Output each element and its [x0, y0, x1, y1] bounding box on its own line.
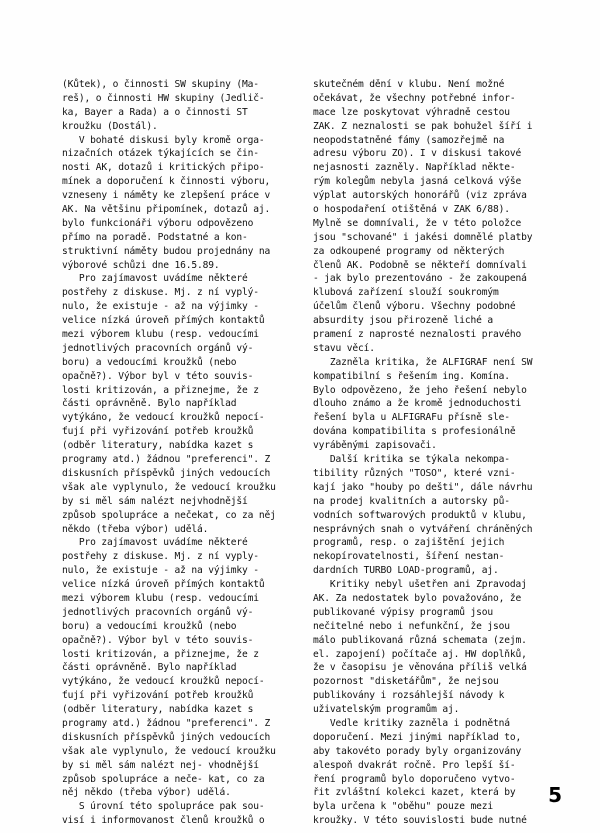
left-column-line: vzneseny i náměty ke zlepšení práce v: [62, 190, 271, 202]
left-column-line: (odběr literatury, nabídka kazet s: [62, 704, 254, 716]
left-column-line: velice nízká úroveň přímých kontaktů: [62, 315, 265, 327]
right-column-line: Mylně se domnívali, že v této položce: [313, 217, 522, 229]
left-column-line: však ale vyplynulo, že vedoucí kroužku: [62, 745, 276, 757]
right-column-line: Kritiky nebyl ušetřen ani Zpravodaj: [313, 579, 527, 591]
right-column-line: programů, resp. o zajištění jejich: [313, 537, 505, 549]
right-column-line: publikované výpisy programů jsou: [313, 606, 494, 618]
left-column-line: diskusních příspěvků jiných vedoucích: [62, 467, 271, 479]
right-column-line: skutečném dění v klubu. Není možné: [313, 79, 505, 90]
left-column-line: způsob spolupráce a neče- kat, co za: [62, 773, 265, 785]
left-column-line: boru) a vedoucími kroužků (nebo: [62, 620, 237, 632]
left-column-line: ťují při vyřizování potřeb kroužků: [62, 690, 254, 702]
right-column-line: na prodej kvalitních a autorsky pů-: [313, 495, 510, 507]
left-column-line: Pro zajímavost uvádíme některé: [62, 273, 248, 285]
right-column-line: ření programů bylo doporučeno vytvo-: [313, 773, 516, 785]
right-column-line: adresu výboru ZO). I v diskusi takové: [313, 148, 522, 160]
left-column-line: postřehy z diskuse. Mj. z ní vyply-: [62, 551, 259, 563]
right-text-column: [313, 78, 559, 828]
right-column-line: stavu věcí.: [313, 342, 375, 354]
right-column-line: uživatelským programům aj.: [313, 704, 460, 716]
left-column-line: by si měl sám nalézt nej- vhodnější: [62, 759, 259, 771]
left-column-line: ťují při vyřizování potřeb kroužků: [62, 426, 254, 438]
right-column-line: očekávat, že všechny potřebné infor-: [313, 92, 516, 104]
left-column-line: vytýkáno, že vedoucí kroužků nepocí-: [62, 676, 265, 688]
left-column-line: vytýkáno, že vedoucí kroužků nepocí-: [62, 412, 265, 424]
right-column-line: absurdity jsou přirozeně liché a: [313, 315, 494, 327]
left-column-line: nosti AK, dotazů i kritických připo-: [62, 162, 265, 174]
right-column-line: AK. Za nedostatek bylo považováno, že: [313, 592, 522, 604]
right-column-line: Další kritika se týkala nekompa-: [313, 454, 510, 466]
right-column-line: nesprávných snah o vytváření chráněných: [313, 523, 533, 535]
left-column-line: V bohaté diskusi byly kromě orga-: [62, 134, 265, 146]
left-column-line: boru) a vedoucími kroužků (nebo: [62, 356, 237, 368]
right-column-line: kroužky. V této souvislosti bude nutné: [313, 815, 527, 827]
left-column-line: by si měl sám nalézt nejvhodnější: [62, 495, 248, 507]
right-column-line: mace lze poskytovat výhradně cestou: [313, 106, 510, 118]
left-column-line: přímo na poradě. Podstatné a kon-: [62, 231, 248, 243]
left-column-line: reš), o činnosti HW skupiny (Jedlič-: [62, 92, 265, 104]
right-column-line: publikovány i rozsáhlejší návody k: [313, 690, 505, 702]
left-column-line: kroužku (Dostál).: [62, 120, 158, 132]
left-column-line: losti kritizován, a přiznejme, že z: [62, 648, 259, 660]
left-column-line: výborové schůzi dne 16.5.89.: [62, 259, 220, 271]
left-column-line: velice nízká úroveň přímých kontaktů: [62, 579, 265, 591]
left-column-line: S úrovní této spolupráce pak sou-: [62, 801, 265, 813]
left-column-line: losti kritizován, a přiznejme, že z: [62, 384, 259, 396]
right-column-line: tibility různých "TOSO", které vzni-: [313, 467, 516, 479]
left-column-line: opačně?). Výbor byl v této souvis-: [62, 370, 254, 382]
right-column-line: klubová zařízení slouží soukromým: [313, 287, 499, 299]
left-column-line: mezi výborem klubu (resp. vedoucími: [62, 592, 259, 604]
right-column-line: výplat autorských honorářů (viz zpráva: [313, 190, 527, 202]
left-column-line: jednotlivých pracovních orgánů vý-: [62, 342, 254, 354]
left-column-line: mezi výborem klubu (resp. vedoucími: [62, 329, 259, 341]
right-column-line: alespoň dvakrát ročně. Pro lepší ší-: [313, 759, 516, 771]
right-column-line: kají jako "houby po dešti", dále návrhu: [313, 481, 533, 493]
right-column-line: doporučení. Mezi jinými například to,: [313, 731, 522, 743]
left-column-line: postřehy z diskuse. Mj. z ní vyplý-: [62, 287, 259, 299]
right-column-line: že v časopisu je věnována příliš velká: [313, 662, 527, 674]
right-column-line: vodních softwarových produktů v klubu,: [313, 509, 527, 521]
left-column-line: ka, Bayer a Rada) a o činnosti ST: [62, 106, 248, 118]
right-column-line: Vedle kritiky zazněla i podnětná: [313, 717, 510, 729]
left-column-line: něj někdo (třeba výbor) udělá.: [62, 787, 231, 799]
left-column-line: opačně?). Výbor byl v této souvis-: [62, 634, 254, 646]
right-column-line: Bylo odpovězeno, že jeho řešení nebylo: [313, 384, 527, 396]
right-column-line: pozornost "disketářům", že nejsou: [313, 676, 499, 688]
left-column-line: (Kůtek), o činnosti SW skupiny (Ma-: [62, 79, 259, 90]
right-column-line: byla určena k "oběhu" pouze mezi: [313, 801, 494, 813]
left-text-column: [62, 78, 300, 828]
left-column-line: někdo (třeba výbor) udělá.: [62, 523, 209, 535]
left-column-line: programy atd.) žádnou "preferenci". Z: [62, 454, 271, 466]
right-column-line: účelům členů výboru. Všechny podobné: [313, 301, 516, 313]
left-column-line: AK. Na většinu připomínek, dotazů aj.: [62, 204, 271, 216]
left-column-line: diskusních příspěvků jiných vedoucích: [62, 731, 271, 743]
page-number: 5: [548, 783, 562, 807]
right-column-line: členů AK. Podobně se někteří domnívali: [313, 259, 527, 271]
right-column-line: řit zvláštní kolekci kazet, která by: [313, 787, 516, 799]
right-column-line: el. zapojení) počítače aj. HW doplňků,: [313, 648, 527, 660]
right-column-line: nekopírovatelnosti, šíření nestan-: [313, 551, 505, 563]
left-column-line: jednotlivých pracovních orgánů vý-: [62, 606, 254, 618]
left-column-line: však ale vyplynulo, že vedoucí kroužku: [62, 481, 276, 493]
right-column-line: dlouho známo a že kromě jednoduchosti: [313, 398, 522, 410]
left-column-line: části oprávněně. Bylo například: [62, 398, 237, 410]
left-column-line: struktivní náměty budou projednány na: [62, 245, 271, 257]
left-column-line: nulo, že existuje - až na výjimky -: [62, 565, 259, 577]
right-column-line: ZAK. Z neznalosti se pak bohužel šíří i: [313, 120, 533, 132]
right-column-line: dována kompatibilita s profesionálně: [313, 426, 516, 438]
left-column-line: Pro zajímavost uvádíme některé: [62, 537, 248, 549]
right-column-line: dardních TURBO LOAD-programů, aj.: [313, 565, 499, 577]
right-column-line: jsou "schované" i jakési domnělé platby: [313, 231, 533, 243]
right-column-line: aby takovéto porady byly organizovány: [313, 745, 522, 757]
right-column-line: - jak bylo prezentováno - že zakoupená: [313, 273, 527, 285]
right-column-line: kompatibilní s řešením ing. Komína.: [313, 370, 510, 382]
right-column-line: málo publikovaná různá schemata (zejm.: [313, 634, 527, 646]
right-column-line: vyráběnými zapisovači.: [313, 440, 437, 452]
right-column-line: o hospodaření otištěná v ZAK 6/88).: [313, 204, 510, 216]
right-column-line: nejasnosti zazněly. Například někte-: [313, 162, 516, 174]
left-column-line: způsob spolupráce a nečekat, co za něj: [62, 509, 276, 521]
right-column-line: Zazněla kritika, že ALFIGRAF není SW: [313, 356, 533, 368]
left-column-line: části oprávněně. Bylo například: [62, 662, 237, 674]
right-column-line: za odkoupené programy od některých: [313, 245, 505, 257]
left-column-line: mínek a doporučení k činnosti výboru,: [62, 176, 271, 188]
right-column-line: řešení byla u ALFIGRAFu přísně sle-: [313, 412, 510, 424]
right-column-line: nečitelné nebo i nefunkční, že jsou: [313, 620, 510, 632]
right-column-line: neopodstatněné fámy (samozřejmě na: [313, 134, 505, 146]
left-column-line: (odběr literatury, nabídka kazet s: [62, 440, 254, 452]
left-column-line: nulo, že existuje - až na výjimky -: [62, 301, 259, 313]
left-column-line: programy atd.) žádnou "preferenci". Z: [62, 717, 271, 729]
left-column-line: visí i informovanost členů kroužků o: [62, 815, 265, 827]
right-column-line: rým kolegům nebyla jasná celková výše: [313, 176, 522, 188]
right-column-line: pramení z naprosté neznalosti pravého: [313, 329, 522, 341]
left-column-line: bylo funkcionáři výboru odpovězeno: [62, 217, 254, 229]
left-column-line: nizačních otázek týkajících se čin-: [62, 148, 259, 160]
